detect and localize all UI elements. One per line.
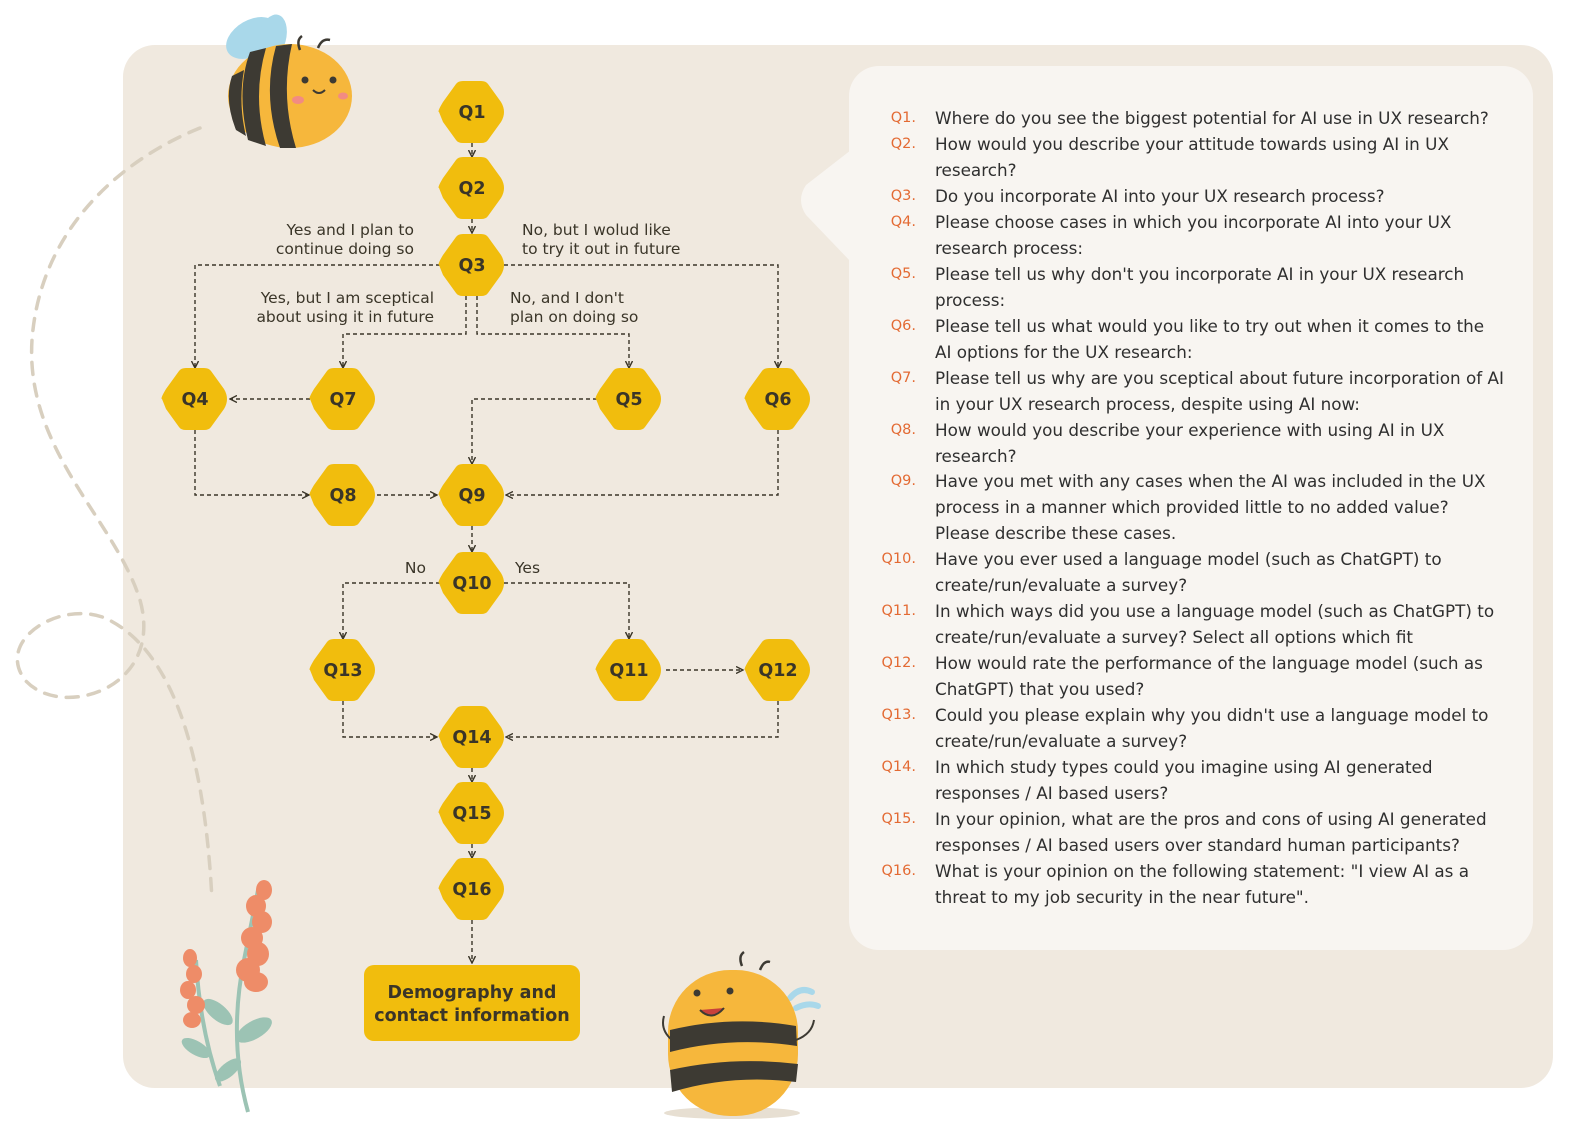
node-label: Q15 [452,804,492,824]
node-label: Q11 [609,661,649,681]
connector-q4-q8 [195,430,309,495]
connector-q13-q14 [343,701,437,737]
connector-q6-q9 [506,430,778,495]
node-label: Q9 [458,486,486,506]
question-text: In which ways did you use a language model (such as ChatGPT) to create/run/evaluate a survey? Select all options which fit [935,601,1495,647]
node-q9 [439,464,505,526]
question-text: How would you describe your experience with using AI in UX research? [935,420,1445,466]
question-text: Please choose cases in which you incorporate AI into your UX research process: [935,212,1452,258]
flowchart-nodes [162,81,811,920]
end-node-line1: Demography and [387,983,557,1003]
question-item [860,105,1510,131]
label-no-plan-2: plan on doing so [510,308,639,326]
node-q6 [745,368,811,430]
question-number: Q15. [881,811,916,827]
question-number: Q9. [890,473,916,489]
node-label: Q16 [452,880,492,900]
question-number: Q2. [890,136,916,152]
question-number: Q11. [881,603,916,619]
node-label: Q10 [452,574,492,594]
end-node [364,965,580,1041]
question-text: Could you please explain why you didn't use a language model to create/run/evaluate a survey? [935,705,1489,751]
question-text: Where do you see the biggest potential for AI use in UX research? [935,108,1489,128]
question-item [860,209,1510,261]
question-number: Q1. [890,110,916,126]
connector-q10-q11 [504,583,629,639]
node-q3 [439,234,505,296]
lavender-flower-icon [179,880,276,1112]
question-item [860,417,1510,469]
question-item [860,546,1510,598]
card-pointer [801,150,851,262]
question-item [860,598,1510,650]
question-text: Please tell us why are you sceptical about future incorporation of AI in your UX research process, despite using AI now: [935,368,1504,414]
bee-waving-icon [663,952,818,1119]
bee-flying-icon [219,8,352,148]
node-label: Q12 [758,661,798,681]
dashed-flight-path-icon [17,128,212,900]
question-text: Please tell us why don't you incorporate AI in your UX research process: [935,264,1465,310]
question-number: Q12. [881,655,916,671]
node-q12 [745,639,811,701]
node-label: Q2 [458,179,486,199]
question-text: What is your opinion on the following statement: "I view AI as a threat to my job security in the near future". [935,861,1470,907]
question-number: Q16. [881,863,916,879]
question-text: Do you incorporate AI into your UX research process? [935,186,1385,206]
question-item [860,806,1510,858]
node-label: Q7 [329,390,357,410]
question-item [860,183,1510,209]
question-item [860,313,1510,365]
label-no-try-1: No, but I wolud like [522,221,671,239]
question-text: Have you ever used a language model (such as ChatGPT) to create/run/evaluate a survey? [935,549,1442,595]
question-number: Q4. [890,214,916,230]
label-no-try-2: to try it out in future [522,240,681,258]
question-item [860,754,1510,806]
node-label: Q5 [615,390,643,410]
node-label: Q6 [764,390,792,410]
question-item [860,650,1510,702]
label-yes-sceptical-2: about using it in future [256,308,434,326]
node-label: Q14 [452,728,492,748]
node-q7 [310,368,376,430]
node-q10 [439,552,505,614]
node-q16 [439,858,505,920]
question-number: Q5. [890,266,916,282]
label-yes-sceptical-1: Yes, but I am sceptical [260,289,434,307]
node-q14 [439,706,505,768]
connector-q12-q14 [506,701,778,737]
question-number: Q14. [881,759,916,775]
node-q1 [439,81,505,143]
question-item [860,131,1510,183]
label-no-plan-1: No, and I don't [510,289,625,307]
node-q13 [310,639,376,701]
node-q5 [596,368,662,430]
node-label: Q8 [329,486,357,506]
label-q10-yes: Yes [515,559,541,577]
label-q10-no: No [404,559,426,577]
node-q15 [439,782,505,844]
node-q11 [596,639,662,701]
end-node-line2: contact information [374,1006,570,1026]
question-number: Q13. [881,707,916,723]
question-item [860,858,1510,910]
question-text: In which study types could you imagine using AI generated responses / AI based users? [935,757,1433,803]
question-item [860,261,1510,313]
node-label: Q1 [458,103,486,123]
question-item [860,365,1510,417]
node-q2 [439,157,505,219]
question-text: How would rate the performance of the language model (such as ChatGPT) that you used? [935,653,1483,699]
question-item [860,468,1510,546]
node-label: Q4 [181,390,209,410]
node-q4 [162,368,228,430]
label-yes-continue-1: Yes and I plan to [286,221,414,239]
question-item [860,702,1510,754]
question-text: How would you describe your attitude towards using AI in UX research? [935,134,1449,180]
question-number: Q8. [890,422,916,438]
label-yes-continue-2: continue doing so [275,240,414,258]
question-number: Q7. [890,370,916,386]
question-number: Q3. [890,188,916,204]
connector-q10-q13 [343,583,440,639]
end-node-box [364,965,580,1041]
question-number: Q6. [890,318,916,334]
question-text: In your opinion, what are the pros and cons of using AI generated responses / AI based users over standard human participants? [935,809,1487,855]
question-text: Have you met with any cases when the AI was included in the UX process in a manner which provided little to no added value? Please describe these cases. [935,471,1486,543]
question-text: Please tell us what would you like to try out when it comes to the AI options for the UX research: [935,316,1485,362]
node-q8 [310,464,376,526]
node-label: Q13 [323,661,363,681]
question-number: Q10. [881,551,916,567]
connector-q5-q9 [472,399,597,464]
node-label: Q3 [458,256,486,276]
